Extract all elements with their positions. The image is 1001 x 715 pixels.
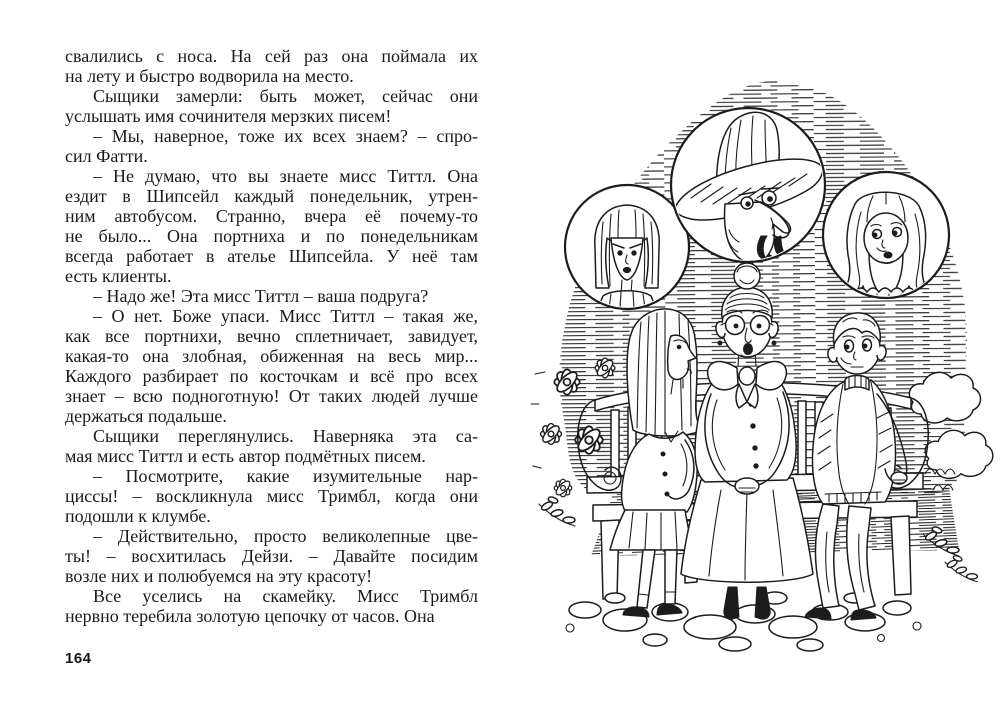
text-line: ездит в Шипсейл каждый понедельник, утрен- <box>65 186 478 206</box>
illustration-container <box>525 42 995 662</box>
text-line: – Действительно, просто великолепные цве- <box>93 526 478 546</box>
text-line: сил Фатти. <box>65 146 148 166</box>
text-line: Каждого разбирает по косточкам и всё про всех <box>65 366 478 386</box>
text-line: какая-то она злобная, обиженная на весь мир... <box>65 346 478 366</box>
text-line: всегда работает в ателье Шипсейла. У неё там <box>65 246 478 266</box>
text-line: не было... Она портниха и по понедельникам <box>65 226 478 246</box>
text-line: – Надо же! Эта мисс Титтл – ваша подруга? <box>93 286 429 306</box>
book-illustration <box>525 42 995 662</box>
text-line: как все портнихи, вечно сплетничает, завидует, <box>65 326 478 346</box>
text-line: нервно теребила золотую цепочку от часов. Она <box>65 606 435 626</box>
text-line: ты! – восхитилась Дейзи. – Давайте посидим <box>65 546 478 566</box>
text-line: – О нет. Боже упаси. Мисс Титтл – такая же, <box>93 306 478 326</box>
text-line: подошли к клумбе. <box>65 506 211 526</box>
text-line: есть клиенты. <box>65 266 172 286</box>
text-line: услышать имя сочинителя мерзких писем! <box>65 106 392 126</box>
page-number: 164 <box>65 650 92 667</box>
text-line: держаться подальше. <box>65 406 227 426</box>
text-line: – Мы, наверное, тоже их всех знаем? – спро- <box>93 126 478 146</box>
text-line: ним автобусом. Странно, вчера её почему-то <box>65 206 478 226</box>
text-line: Все уселись на скамейку. Мисс Тримбл <box>93 586 478 606</box>
text-line: Сыщики переглянулись. Наверняка эта са- <box>93 426 478 446</box>
text-line: – Посмотрите, какие изумительные нар- <box>93 466 478 486</box>
text-line: свалились с носа. На сей раз она поймала их <box>65 46 478 66</box>
text-column <box>65 46 478 626</box>
medallion-portrait-left <box>565 185 689 310</box>
text-line: возле них и полюбуемся на эту красоту! <box>65 566 373 586</box>
text-line: знает – всю подноготную! От таких людей лучше <box>65 386 478 406</box>
text-line: – Не думаю, что вы знаете мисс Титтл. Она <box>93 166 478 186</box>
text-line: мая мисс Титтл и есть автор подмётных писем. <box>65 446 426 466</box>
text-line: на лету и быстро водворила на место. <box>65 66 354 86</box>
text-line: Сыщики замерли: быть может, сейчас они <box>93 86 478 106</box>
text-line: циссы! – воскликнула мисс Тримбл, когда они <box>65 486 478 506</box>
